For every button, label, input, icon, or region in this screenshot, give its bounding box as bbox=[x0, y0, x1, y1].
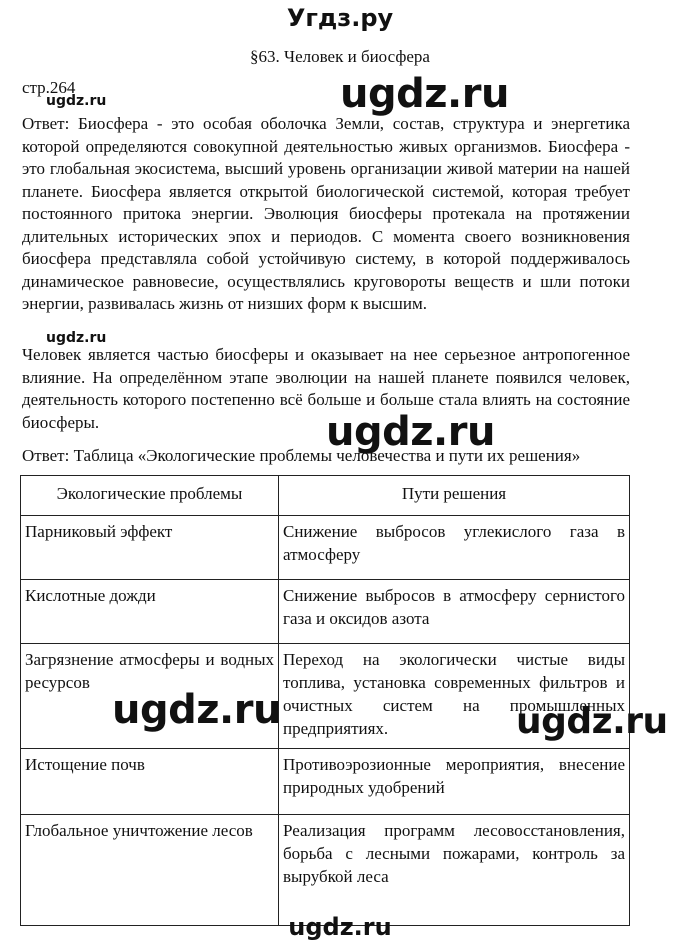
column-header-problems: Экологические проблемы bbox=[21, 476, 279, 516]
watermark-small: ugdz.ru bbox=[46, 93, 107, 109]
table-header-row bbox=[21, 476, 630, 516]
problem-cell: Парниковый эффект bbox=[21, 516, 279, 580]
problem-cell: Кислотные дожди bbox=[21, 580, 279, 644]
solution-cell: Переход на экологически чистые виды топлива, установка современных фильтров и очистных систем на промышленных предприятиях. bbox=[279, 644, 630, 749]
solution-cell: Реализация программ лесовосстановления, борьба с лесными пожарами, контроль за вырубкой леса bbox=[279, 815, 630, 926]
answer-paragraph-biosphere: Ответ: Биосфера - это особая оболочка Земли, состав, структура и энергетика которой определяются совокупной деятельностью живых организмов. Биосфера - это глобальная экосистема, высший уровень организации живой материи на нашей планете. Биосфера является открытой биологической системой, которая требует постоянного притока энергии. Эволюция биосферы протекала на протяжении длительных исторических эпох и периодов. С момента своего возникновения биосфера представляла собой устойчивую систему, в которой поддерживалось динамическое равновесие, осуществлялись круговороты веществ и шли потоки энергии, развивалась жизнь от низших форм к высшим. bbox=[22, 114, 630, 313]
answer-paragraph-human: Человек является частью биосферы и оказывает на нее серьезное антропогенное влияние. На определённом этапе эволюции на нашей планете появился человек, деятельность которого постепенно всё больше и больше стала влиять на состояние биосферы. bbox=[22, 345, 630, 432]
table-row bbox=[21, 749, 630, 815]
solution-cell: Снижение выбросов в атмосферу сернистого газа и оксидов азота bbox=[279, 580, 630, 644]
problem-cell: Истощение почв bbox=[21, 749, 279, 815]
page-number-label: стр.264 bbox=[22, 78, 76, 97]
solution-cell: Противоэрозионные мероприятия, внесение природных удобрений bbox=[279, 749, 630, 815]
watermark-large: ugdz.ru bbox=[340, 71, 509, 117]
section-title: §63. Человек и биосфера bbox=[250, 47, 430, 66]
watermark-large: ugdz.ru bbox=[326, 409, 495, 455]
watermark-large: ugdz.ru bbox=[112, 687, 281, 733]
table-row bbox=[21, 580, 630, 644]
site-title: Угдз.ру bbox=[286, 4, 394, 32]
problem-cell: Загрязнение атмосферы и водных ресурсов bbox=[21, 644, 279, 749]
table-row bbox=[21, 516, 630, 580]
watermark-footer: ugdz.ru bbox=[288, 913, 392, 941]
problem-cell: Глобальное уничтожение лесов bbox=[21, 815, 279, 926]
table-row bbox=[21, 815, 630, 926]
solution-cell: Снижение выбросов углекислого газа в атмосферу bbox=[279, 516, 630, 580]
column-header-solutions: Пути решения bbox=[279, 476, 630, 516]
table-intro-text: Ответ: Таблица «Экологические проблемы человечества и пути их решения» bbox=[22, 446, 581, 465]
watermark-large: ugdz.ru bbox=[516, 701, 668, 742]
watermark-small: ugdz.ru bbox=[46, 330, 107, 346]
